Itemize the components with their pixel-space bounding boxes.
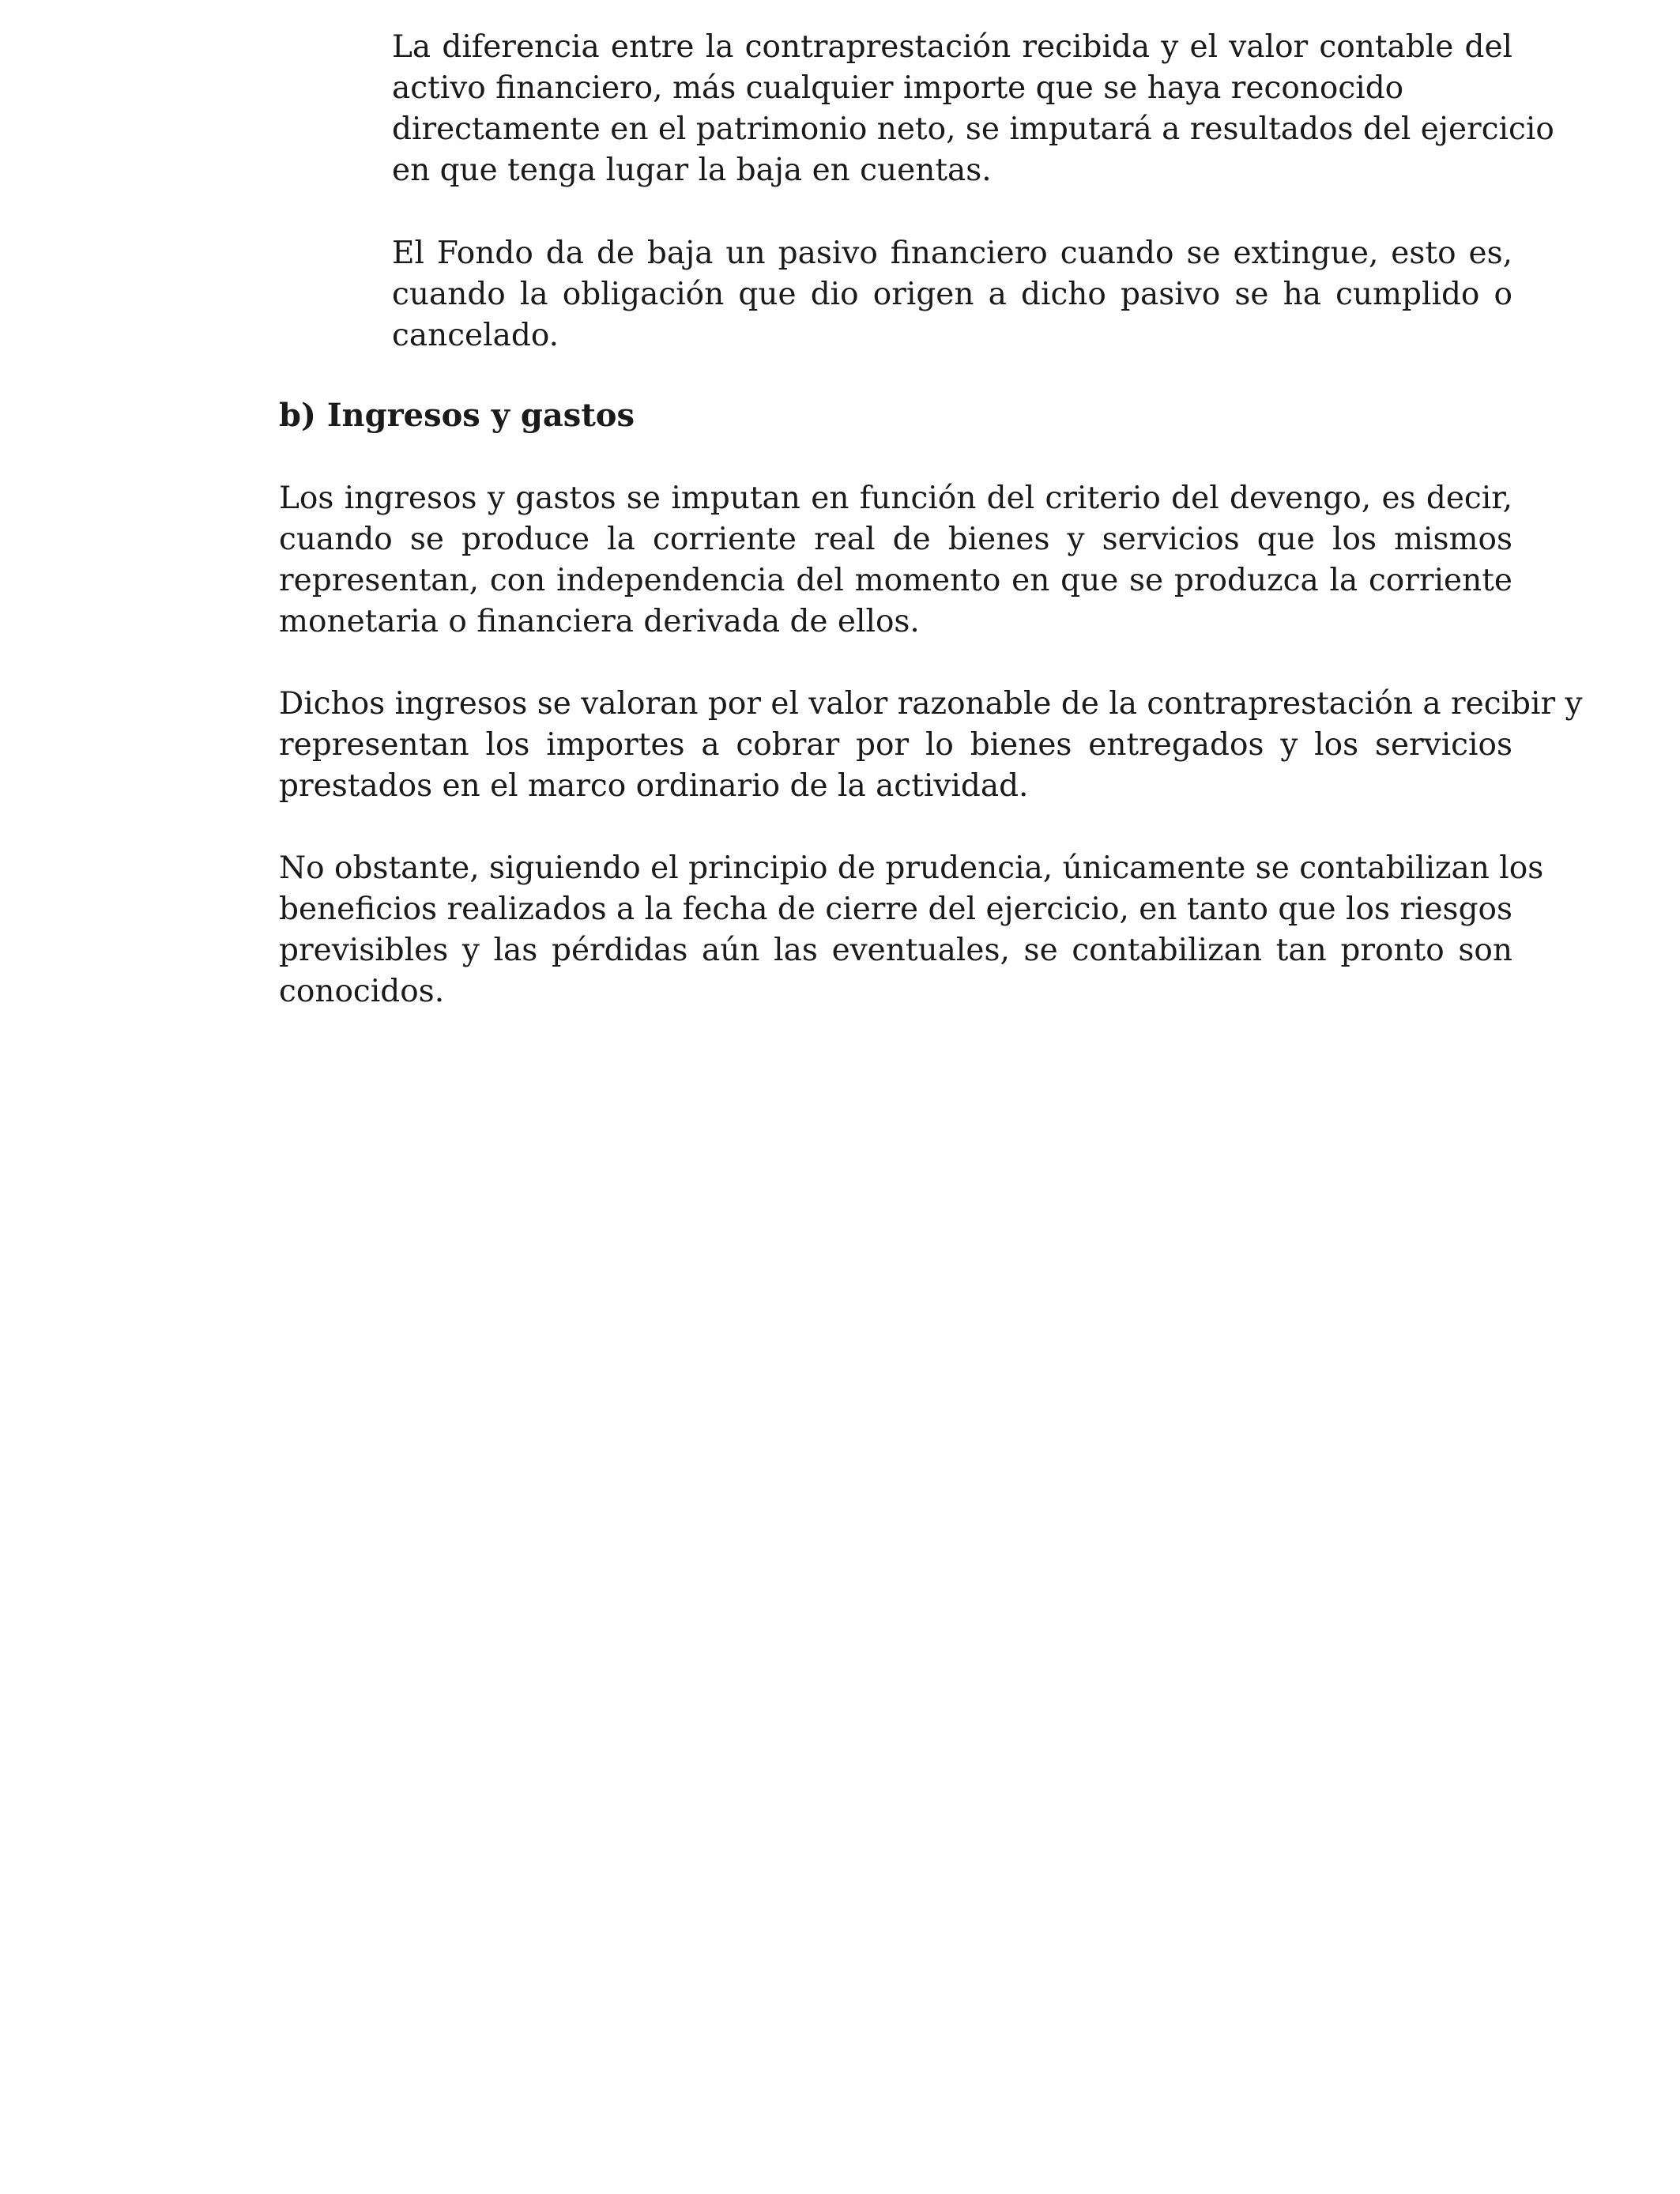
- text-line: cancelado.: [392, 318, 559, 353]
- text-line: La diferencia entre la contraprestación recibida y el valor contable del: [392, 29, 1512, 65]
- text-line: en que tenga lugar la baja en cuentas.: [392, 153, 992, 188]
- text-line: monetaria o financiera derivada de ellos.: [279, 604, 920, 639]
- text-line: cuando se produce la corriente real de bienes y servicios que los mismos: [279, 522, 1512, 557]
- text-line: Dichos ingresos se valoran por el valor razonable de la contraprestación a recibir y: [279, 686, 1583, 722]
- paragraph-valoracion-ingresos: [279, 684, 1583, 807]
- paragraph-baja-activo-resultado: [392, 27, 1554, 191]
- text-line: cuando la obligación que dio origen a dicho pasivo se ha cumplido o: [392, 277, 1512, 312]
- text-line: previsibles y las pérdidas aún las eventuales, se contabilizan tan pronto son: [279, 933, 1512, 968]
- text-line: conocidos.: [279, 974, 445, 1009]
- text-line: Los ingresos y gastos se imputan en función del criterio del devengo, es decir,: [279, 481, 1512, 516]
- text-line: beneficios realizados a la fecha de cierre del ejercicio, en tanto que los riesgos: [279, 892, 1513, 927]
- text-line: El Fondo da de baja un pasivo financiero cuando se extingue, esto es,: [392, 236, 1512, 271]
- section-heading: b) Ingresos y gastos: [279, 397, 635, 434]
- text-line: directamente en el patrimonio neto, se imputará a resultados del ejercicio: [392, 111, 1554, 147]
- text-line: activo financiero, más cualquier importe que se haya reconocido: [392, 70, 1404, 106]
- paragraph-baja-pasivo: [392, 233, 1512, 356]
- text-line: prestados en el marco ordinario de la actividad.: [279, 768, 1029, 804]
- paragraph-principio-prudencia: [279, 848, 1544, 1012]
- paragraph-criterio-devengo: [279, 478, 1512, 643]
- text-line: representan los importes a cobrar por lo bienes entregados y los servicios: [279, 727, 1512, 763]
- text-line: representan, con independencia del momento en que se produzca la corriente: [279, 563, 1512, 598]
- text-line: No obstante, siguiendo el principio de prudencia, únicamente se contabilizan los: [279, 850, 1544, 886]
